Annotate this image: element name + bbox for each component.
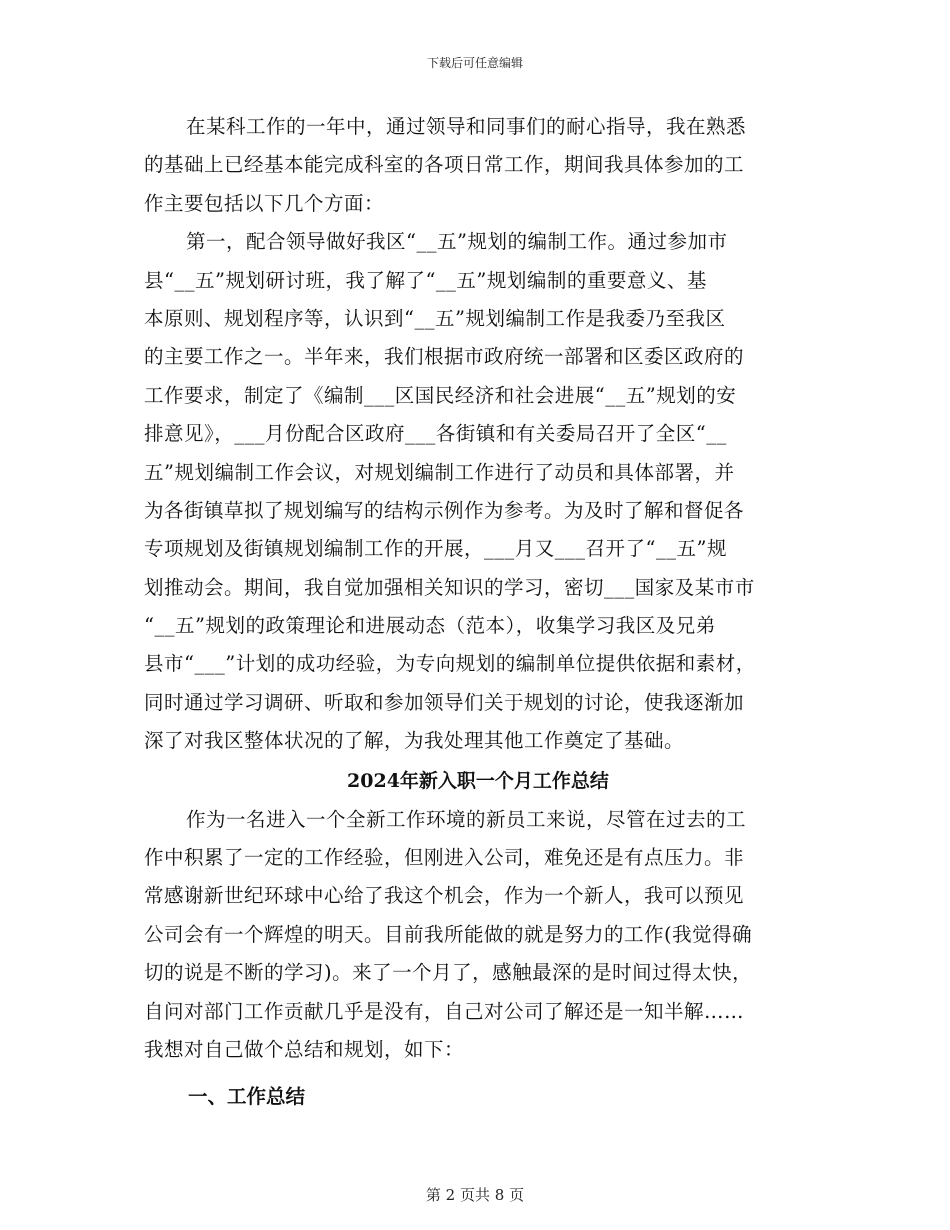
paragraph-line: 切的说是不断的学习)。来了一个月了，感触最深的是时间过得太快， <box>144 961 753 985</box>
paragraph-line: 工作要求，制定了《编制___区国民经济和社会进展“__五”规划的安 <box>144 383 737 407</box>
document-body <box>144 108 812 1119</box>
paragraph-line: 划推动会。期间，我自觉加强相关知识的学习，密切___国家及某市市 <box>144 575 755 599</box>
paragraph-line: 深了对我区整体状况的了解，为我处理其他工作奠定了基础。 <box>144 729 685 753</box>
paragraph-line: 五”规划编制工作会议，对规划编制工作进行了动员和具体部署，并 <box>144 460 735 484</box>
paragraph-line: 本原则、规划程序等，认识到“__五”规划编制工作是我委乃至我区 <box>144 306 726 330</box>
paragraph-line: 县市“___”计划的成功经验，为专向规划的编制单位提供依据和素材， <box>144 652 756 676</box>
paragraph-line: 县“__五”规划研讨班，我了解了“__五”规划编制的重要意义、基 <box>144 268 707 292</box>
paragraph-line: 同时通过学习调研、听取和参加领导们关于规划的讨论，使我逐渐加 <box>144 690 745 714</box>
page-header: 下载后可任意编辑 <box>426 56 523 70</box>
document-title: 2024年新入职一个月工作总结 <box>347 769 609 792</box>
paragraph-line: 为各街镇草拟了规划编写的结构示例作为参考。为及时了解和督促各 <box>144 498 745 522</box>
paragraph-line: 常感谢新世纪环球中心给了我这个机会，作为一个新人，我可以预见 <box>144 884 745 908</box>
paragraph-line: 在某科工作的一年中，通过领导和同事们的耐心指导，我在熟悉 <box>186 115 747 138</box>
paragraph-line: 作为一名进入一个全新工作环境的新员工来说，尽管在过去的工 <box>186 807 747 831</box>
paragraph-line: 作主要包括以下几个方面： <box>144 191 385 215</box>
paragraph-line: 自问对部门工作贡献几乎是没有，自己对公司了解还是一知半解…… <box>144 999 745 1023</box>
paragraph-line: “__五”规划的政策理论和进展动态（范本），收集学习我区及兄弟 <box>144 614 716 638</box>
section-heading: 一、工作总结 <box>188 1085 306 1109</box>
paragraph-line: 的主要工作之一。半年来，我们根据市政府统一部署和区委区政府的 <box>144 345 745 369</box>
paragraph-line: 我想对自己做个总结和规划，如下： <box>144 1037 465 1061</box>
paragraph-line: 专项规划及街镇规划编制工作的开展，___月又___召开了“__五”规 <box>144 537 727 561</box>
paragraph-line: 排意见》，___月份配合区政府___各街镇和有关委局召开了全区“__ <box>144 422 727 446</box>
paragraph-line: 的基础上已经基本能完成科室的各项日常工作，期间我具体参加的工 <box>144 153 745 177</box>
paragraph-line: 第一，配合领导做好我区“__五”规划的编制工作。通过参加市 <box>186 230 728 254</box>
paragraph-line: 作中积累了一定的工作经验，但刚进入公司，难免还是有点压力。非 <box>144 846 745 870</box>
page-footer: 第 2 页共 8 页 <box>425 1186 525 1204</box>
paragraph-line: 公司会有一个辉煌的明天。目前我所能做的就是努力的工作(我觉得确 <box>144 922 753 946</box>
